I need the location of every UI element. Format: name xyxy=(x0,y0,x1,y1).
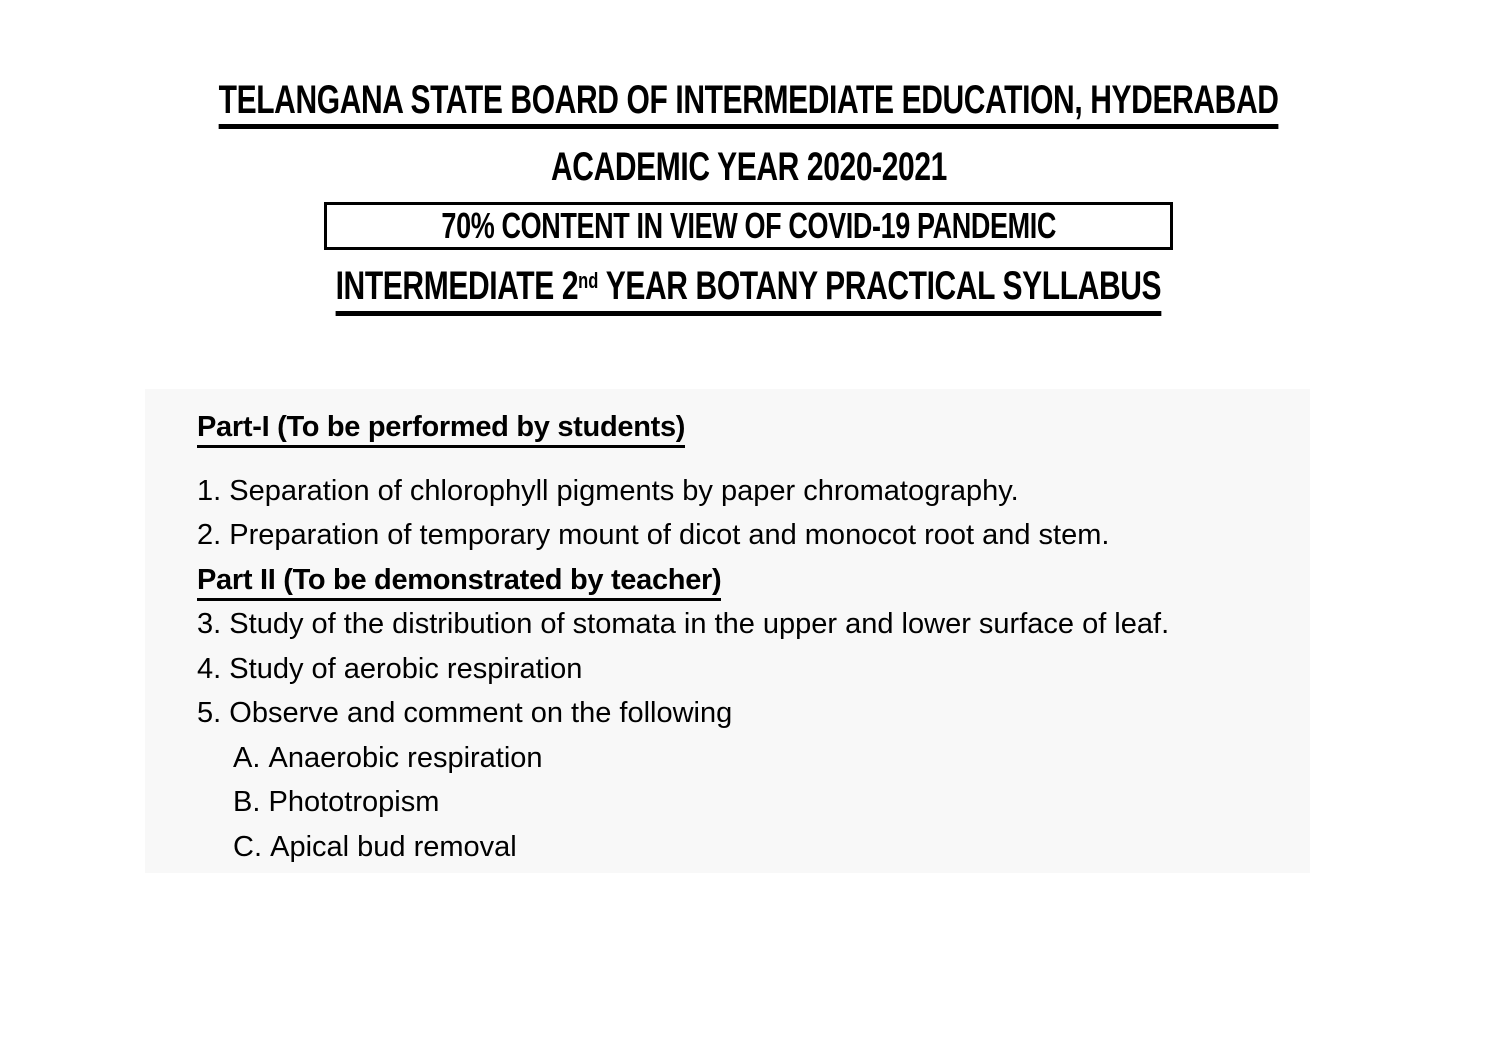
section-heading-part-2-text: Part II (To be demonstrated by teacher) xyxy=(197,564,721,601)
item-2-text: Preparation of temporary mount of dicot and monocot root and stem. xyxy=(229,519,1110,551)
item-3-number: 3. xyxy=(197,608,222,640)
covid-notice-box xyxy=(324,202,1173,250)
subtitle-suffix: YEAR BOTANY PRACTICAL SYLLABUS xyxy=(598,264,1162,308)
section-heading-part-2 xyxy=(197,558,1290,603)
syllabus-content-panel xyxy=(145,389,1310,873)
syllabus-item-4 xyxy=(197,647,1290,692)
syllabus-item-3 xyxy=(197,602,1290,647)
item-1-number: 1. xyxy=(197,474,222,507)
syllabus-item-2 xyxy=(197,513,1290,558)
subitem-b-text: Phototropism xyxy=(268,786,440,818)
item-2-number: 2. xyxy=(197,519,222,551)
syllabus-subitem-a xyxy=(233,736,1290,781)
item-3-text: Study of the distribution of stomata in the upper and lower surface of leaf. xyxy=(229,608,1170,640)
syllabus-item-5 xyxy=(197,691,1290,736)
syllabus-subitem-b xyxy=(233,780,1290,825)
item-4-text: Study of aerobic respiration xyxy=(229,652,583,685)
subitem-b-letter: B. xyxy=(233,786,261,818)
subitem-c-text: Apical bud removal xyxy=(270,830,517,863)
item-4-number: 4. xyxy=(197,652,222,685)
item-1-text: Separation of chlorophyll pigments by paper chromatography. xyxy=(229,474,1019,507)
syllabus-item-1 xyxy=(197,469,1290,514)
covid-notice-text: 70% CONTENT IN VIEW OF COVID-19 PANDEMIC xyxy=(441,205,1056,246)
notice-row xyxy=(0,202,1497,250)
board-title-row xyxy=(0,80,1497,129)
syllabus-subitem-c xyxy=(233,825,1290,870)
section-heading-part-1-text: Part-I (To be performed by students) xyxy=(197,411,685,448)
subitem-a-letter: A. xyxy=(233,741,261,774)
item-5-text: Observe and comment on the following xyxy=(229,697,733,729)
subitem-a-text: Anaerobic respiration xyxy=(268,741,543,774)
section-heading-part-1 xyxy=(197,405,1290,450)
subtitle-prefix: INTERMEDIATE 2 xyxy=(335,264,579,308)
subtitle xyxy=(336,266,1162,316)
academic-year-row xyxy=(0,147,1497,187)
board-title: TELANGANA STATE BOARD OF INTERMEDIATE EDUCATION, HYDERABAD xyxy=(219,80,1279,129)
academic-year: ACADEMIC YEAR 2020-2021 xyxy=(550,145,947,189)
subtitle-ordinal-suffix: nd xyxy=(578,268,599,293)
subtitle-row xyxy=(0,266,1497,316)
subitem-c-letter: C. xyxy=(233,830,262,863)
item-5-number: 5. xyxy=(197,697,222,729)
